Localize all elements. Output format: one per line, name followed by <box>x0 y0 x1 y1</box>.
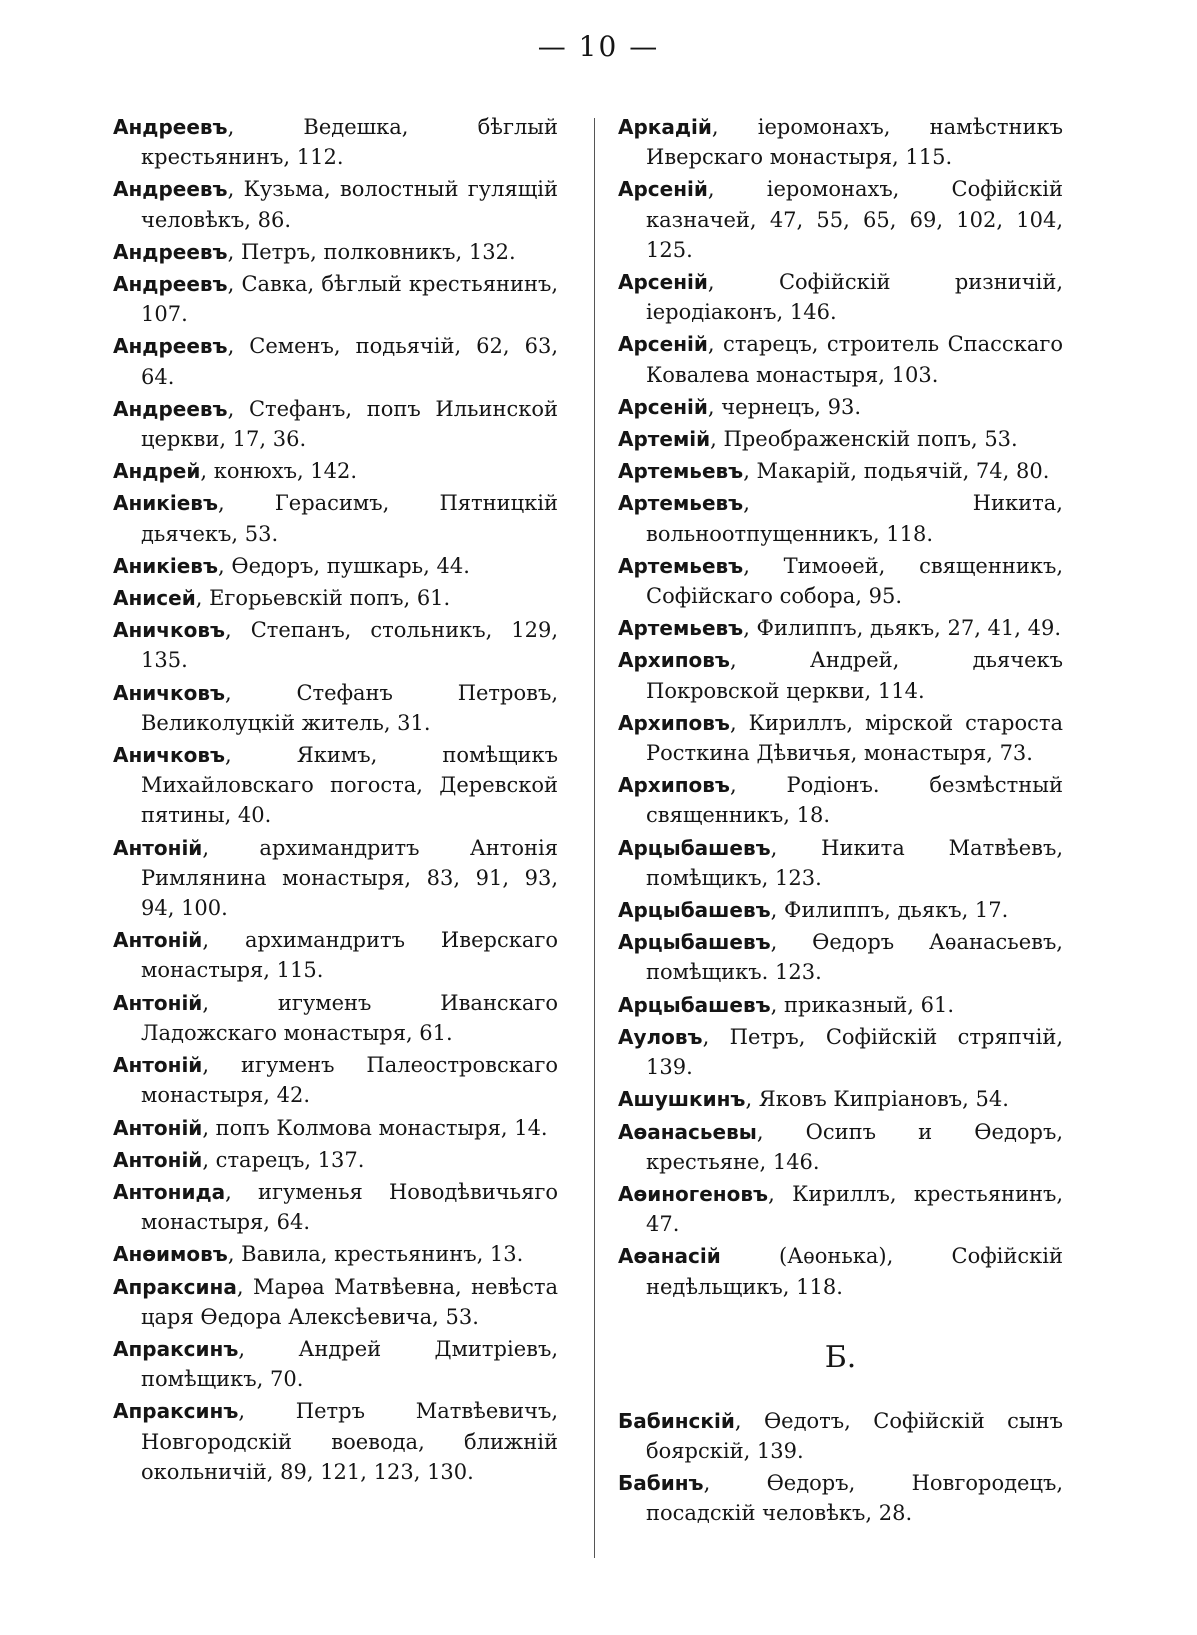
index-entry <box>618 174 1063 265</box>
entry-headword: Артемьевъ <box>618 553 744 578</box>
entry-text: , іеромонахъ, Софійскій казначей, 47, 55, 65, 69, 102, 104, 125. <box>646 177 1063 262</box>
entry-text: , архимандритъ Иверскаго монастыря, 115. <box>141 928 558 983</box>
entry-text: , конюхъ, 142. <box>200 459 358 484</box>
index-entry <box>618 1022 1063 1082</box>
entry-headword: Антоній <box>113 928 203 953</box>
index-entry <box>618 456 1063 486</box>
index-entry <box>113 269 558 329</box>
entry-text: , Семенъ, подьячій, 62, 63, 64. <box>141 334 558 389</box>
index-entry <box>618 392 1063 422</box>
entry-headword: Артемьевъ <box>618 616 744 641</box>
column-divider <box>594 118 595 1558</box>
entry-headword: Антонида <box>113 1179 226 1204</box>
index-entry <box>113 678 558 738</box>
entry-headword: Андрей <box>113 459 201 484</box>
entry-text: , Марѳа Матвѣевна, невѣста царя Ѳедора Алексѣевича, 53. <box>141 1274 558 1329</box>
index-entry <box>618 1468 1063 1528</box>
index-entry <box>113 456 558 486</box>
index-entry <box>618 1117 1063 1177</box>
index-entry <box>113 1334 558 1394</box>
entry-headword: Арсеній <box>618 394 708 419</box>
index-entry <box>113 394 558 454</box>
entry-headword: Артемьевъ <box>618 459 744 484</box>
entry-headword: Аникіевъ <box>113 491 218 516</box>
index-entry <box>113 833 558 924</box>
index-entry <box>113 988 558 1048</box>
entry-headword: Андреевъ <box>113 272 228 297</box>
index-entry <box>113 488 558 548</box>
entry-text: , Никита Матвѣевъ, помѣщикъ, 123. <box>646 835 1063 890</box>
index-entry <box>113 1272 558 1332</box>
entry-text: , игуменъ Иванскаго Ладожскаго монастыря, 61. <box>141 990 558 1045</box>
index-entry <box>618 1084 1063 1114</box>
entry-headword: Аркадій <box>618 115 712 139</box>
entry-text: , Кузьма, волостный гулящій человѣкъ, 86. <box>141 177 558 232</box>
index-entry <box>618 645 1063 705</box>
index-entry <box>618 112 1063 172</box>
entry-headword: Анѳимовъ <box>113 1242 228 1267</box>
entry-text: , Петръ, полковникъ, 132. <box>227 239 516 264</box>
entry-headword: Аѳанасій <box>618 1244 721 1269</box>
left-column <box>113 112 558 1489</box>
index-entry <box>113 1396 558 1487</box>
entry-headword: Арцыбашевъ <box>618 930 771 955</box>
entry-text: , старецъ, 137. <box>202 1147 365 1172</box>
entry-text: , Кириллъ, мірской староста Росткина Дѣвичья, монастыря, 73. <box>646 710 1063 766</box>
index-entry <box>618 927 1063 987</box>
index-entry <box>113 1145 558 1175</box>
entry-text: (Аѳонька), Софійскій недѣльщикъ, 118. <box>646 1244 1063 1299</box>
entry-headword: Андреевъ <box>113 334 228 359</box>
entry-headword: Анисей <box>113 586 196 611</box>
index-entry <box>618 1406 1063 1466</box>
entry-text: , Ѳедоръ, пушкарь, 44. <box>218 553 470 578</box>
entry-text: , чернецъ, 93. <box>707 394 862 419</box>
index-entry <box>618 708 1063 768</box>
index-entry <box>618 424 1063 454</box>
entry-text: , Петръ, Софійскій стряпчій, 139. <box>646 1024 1063 1080</box>
index-entry <box>618 329 1063 389</box>
entry-text: , Якимъ, помѣщикъ Михайловскаго погоста, Деревской пятины, 40. <box>141 743 558 828</box>
entry-headword: Арцыбашевъ <box>618 992 771 1017</box>
entry-headword: Арсеній <box>618 177 708 202</box>
entry-text: , старецъ, строитель Спасскаго Ковалева монастыря, 103. <box>646 332 1063 387</box>
entry-text: , Андрей, дьячекъ Покровской церкви, 114. <box>646 648 1063 703</box>
entry-text: , Ведешка, бѣглый крестьянинъ, 112. <box>141 115 558 170</box>
entry-text: , Родіонъ. безмѣстный священникъ, 18. <box>646 773 1063 828</box>
entry-headword: Аничковъ <box>113 618 226 643</box>
entry-headword: Антоній <box>113 1147 203 1172</box>
entry-text: , Ѳедоръ Аѳанасьевъ, помѣщикъ. 123. <box>646 930 1063 985</box>
index-entry <box>618 1241 1063 1301</box>
page-number: — 10 — <box>537 30 660 63</box>
entry-text: , Савка, бѣглый крестьянинъ, 107. <box>141 272 558 327</box>
entry-text: , Ѳедоръ, Новгородецъ, посадскій человѣкъ, 28. <box>646 1471 1063 1526</box>
section-heading: Б. <box>824 1339 857 1375</box>
index-entry <box>113 112 558 172</box>
entry-text: , Тимоѳей, священникъ, Софійскаго собора, 95. <box>646 553 1063 609</box>
entry-text: , Вавила, крестьянинъ, 13. <box>227 1242 524 1267</box>
index-entry <box>113 237 558 267</box>
entry-text: , Андрей Дмитріевъ, помѣщикъ, 70. <box>141 1336 558 1392</box>
entry-headword: Арсеній <box>618 270 708 295</box>
entry-text: , Герасимъ, Пятницкій дьячекъ, 53. <box>141 491 558 546</box>
index-entry <box>618 551 1063 611</box>
entry-headword: Андреевъ <box>113 396 228 421</box>
entry-headword: Архиповъ <box>618 710 730 735</box>
entry-headword: Антоній <box>113 990 203 1015</box>
index-entry <box>113 331 558 391</box>
entry-text: , Осипъ и Ѳедоръ, крестьяне, 146. <box>646 1119 1063 1174</box>
index-entry <box>113 1050 558 1110</box>
index-entry <box>113 551 558 581</box>
entry-text: , игуменъ Палеостровскаго монастыря, 42. <box>141 1053 558 1108</box>
index-entry <box>113 174 558 234</box>
entry-text: , Степанъ, стольникъ, 129, 135. <box>141 618 558 673</box>
entry-text: , Стефанъ, попъ Ильинской церкви, 17, 36. <box>141 396 558 452</box>
entry-text: , Петръ Матвѣевичъ, Новгородскій воевода, ближній окольничій, 89, 121, 123, 130. <box>141 1399 558 1484</box>
entry-headword: Ауловъ <box>618 1024 703 1049</box>
entry-headword: Андреевъ <box>113 177 228 202</box>
entry-text: , Преображенскій попъ, 53. <box>710 427 1018 452</box>
entry-headword: Антоній <box>113 1115 203 1140</box>
entry-text: , іеромонахъ, намѣстникъ Иверскаго монастыря, 115. <box>646 115 1063 170</box>
entry-headword: Апраксинъ <box>113 1399 239 1424</box>
index-entry <box>618 488 1063 548</box>
entry-headword: Арцыбашевъ <box>618 898 771 923</box>
index-entry <box>113 1113 558 1143</box>
entry-headword: Антоній <box>113 1053 203 1078</box>
entry-headword: Аничковъ <box>113 743 226 768</box>
entry-text: , Стефанъ Петровъ, Великолуцкій житель, 31. <box>141 680 558 735</box>
entry-text: , игуменья Новодѣвичьяго монастыря, 64. <box>141 1179 558 1235</box>
entry-text: , Филиппъ, дьякъ, 17. <box>770 898 1009 923</box>
entry-headword: Архиповъ <box>618 648 730 673</box>
entry-text: , Макарій, подьячій, 74, 80. <box>743 459 1050 484</box>
index-entry <box>618 613 1063 643</box>
entry-headword: Бабинскій <box>618 1408 735 1433</box>
index-entry <box>618 770 1063 830</box>
index-entry <box>113 1177 558 1237</box>
entry-headword: Артемьевъ <box>618 491 744 516</box>
entry-headword: Андреевъ <box>113 239 228 264</box>
entry-text: , Егорьевскій попъ, 61. <box>195 586 451 611</box>
entry-headword: Антоній <box>113 835 203 860</box>
entry-headword: Апраксинъ <box>113 1336 239 1361</box>
index-entry <box>618 990 1063 1020</box>
entry-text: , Ѳедотъ, Софійскій сынъ боярскій, 139. <box>646 1408 1063 1463</box>
entry-text: , Софійскій ризничій, іеродіаконъ, 146. <box>646 270 1063 325</box>
index-entry <box>113 1239 558 1269</box>
entry-text: , приказный, 61. <box>770 992 954 1017</box>
entry-text: , Никита, вольноотпущенникъ, 118. <box>646 491 1063 546</box>
entry-headword: Аѳиногеновъ <box>618 1181 769 1206</box>
entry-headword: Ашушкинъ <box>618 1087 746 1112</box>
entry-headword: Арцыбашевъ <box>618 835 771 860</box>
entry-text: , архимандритъ Антонія Римлянина монастыря, 83, 91, 93, 94, 100. <box>141 835 558 921</box>
entry-headword: Арсеній <box>618 332 708 357</box>
entry-headword: Аѳанасьевы <box>618 1119 757 1144</box>
index-entry <box>618 895 1063 925</box>
entry-headword: Апраксина <box>113 1274 237 1299</box>
entry-text: , Яковъ Кипріановъ, 54. <box>745 1087 1009 1112</box>
index-entry <box>618 267 1063 327</box>
entry-headword: Аничковъ <box>113 680 226 705</box>
entry-text: , попъ Колмова монастыря, 14. <box>202 1115 548 1140</box>
index-entry <box>113 583 558 613</box>
entry-headword: Аникіевъ <box>113 553 218 578</box>
entry-text: , Кириллъ, крестьянинъ, 47. <box>646 1181 1063 1237</box>
index-entry <box>618 833 1063 893</box>
entry-headword: Бабинъ <box>618 1471 704 1496</box>
entry-headword: Андреевъ <box>113 115 228 139</box>
index-entry <box>113 615 558 675</box>
index-entry <box>113 925 558 985</box>
right-column <box>618 112 1063 1531</box>
index-entry <box>618 1179 1063 1239</box>
entry-headword: Артемій <box>618 427 711 452</box>
entry-headword: Архиповъ <box>618 773 730 798</box>
index-entry <box>113 740 558 831</box>
entry-text: , Филиппъ, дьякъ, 27, 41, 49. <box>743 616 1062 641</box>
